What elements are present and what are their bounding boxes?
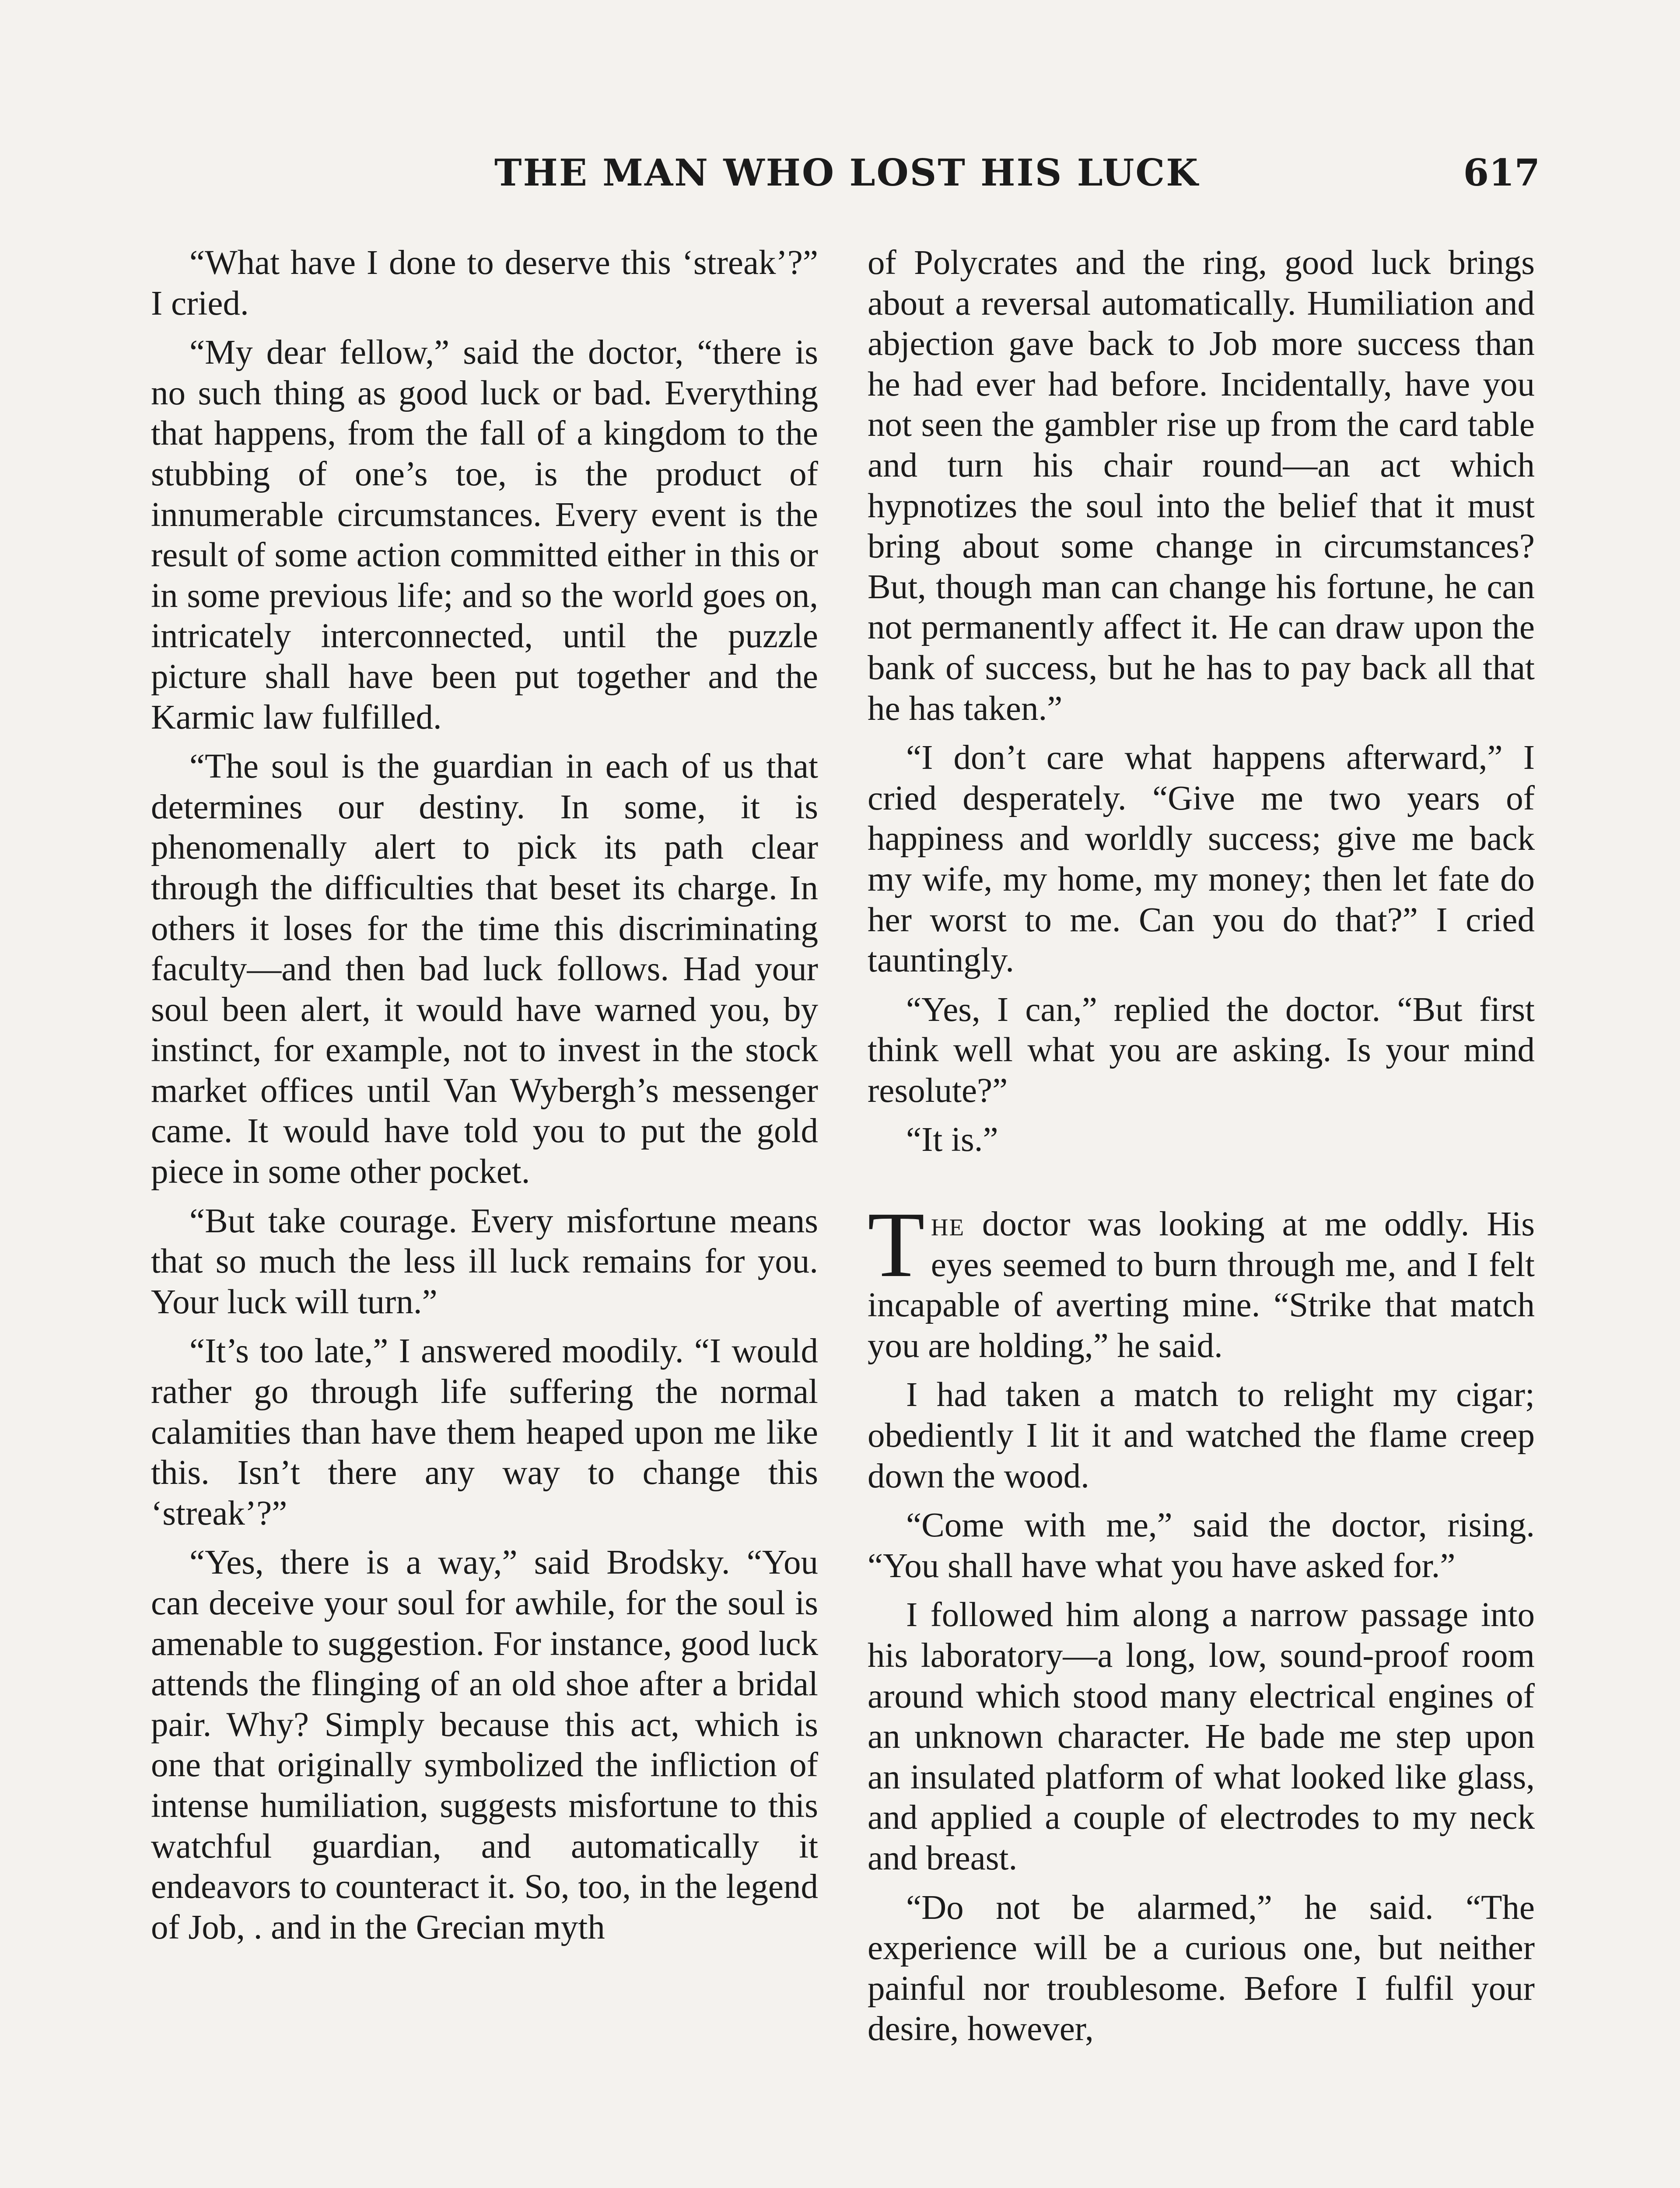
small-caps-lead: he xyxy=(931,1205,965,1244)
paragraph: “Come with me,” said the doctor, rising. “You shall have what you have asked for.” xyxy=(868,1506,1535,1585)
paragraph: “It is.” xyxy=(906,1121,998,1159)
paragraph: “I don’t care what happens afterward,” I cried desperately. “Give me two years of happiness and worldly success; give me back my wife, my home, my money; then let fate do her worst to me. Can you do that?” I cried tauntingly. xyxy=(868,739,1535,980)
drop-cap: T xyxy=(868,1193,925,1297)
paragraph: I had taken a match to relight my cigar; obediently I lit it and watched the flame creep down the wood. xyxy=(868,1376,1535,1495)
section-opening-paragraph xyxy=(868,1193,1535,1366)
paragraph: “The soul is the guardian in each of us that determines our destiny. In some, it is phenomenally alert to pick its path clear through the difficulties that beset its charge. In others it loses for the time this discriminating faculty—and then bad luck follows. Had your soul been alert, it would have warned you, by instinct, for example, not to invest in the stock market offices until Van Wybergh’s messenger came. It would have told you to put the gold piece in some other pocket. xyxy=(151,747,818,1191)
paragraph: I followed him along a narrow passage into his laboratory—a long, low, sound-proof room around which stood many electrical engines of an unknown character. He bade me step upon an insulated platform of what looked like glass, and applied a couple of electrodes to my neck and breast. xyxy=(868,1596,1535,1877)
right-column xyxy=(868,243,1535,2058)
paragraph: “But take courage. Every misfortune means that so much the less ill luck remains for you. Your luck will turn.” xyxy=(151,1202,818,1321)
running-title: THE MAN WHO LOST HIS LUCK xyxy=(494,151,1200,194)
running-header xyxy=(455,144,1540,201)
paragraph: “Yes, I can,” replied the doctor. “But first think well what you are asking. Is your mind resolute?” xyxy=(868,990,1535,1110)
left-column xyxy=(151,243,818,1957)
paragraph: “My dear fellow,” said the doctor, “there is no such thing as good luck or bad. Everything that happens, from the fall of a kingdom to the stubbing of one’s toe, is the product of innumerable circumstances. Every event is the result of some action committed either in this or in some previous life; and so the world goes on, intricately interconnected, until the puzzle picture shall have been put together and the Karmic law fulfilled. xyxy=(151,333,818,736)
paragraph: “Yes, there is a way,” said Brodsky. “You can deceive your soul for awhile, for the soul is amenable to suggestion. For instance, good luck attends the flinging of an old shoe after a bridal pair. Why? Simply because this act, which is one that originally symbolized the infliction of intense humiliation, suggests misfortune to this watchful guardian, and automatically it endeavors to counteract it. So, too, in the legend of Job, . and in the Grecian myth xyxy=(151,1543,818,1946)
continued-paragraph: of Polycrates and the ring, good luck brings about a reversal automatically. Humiliation and abjection gave back to Job more success than he had ever had before. Incidentally, have you not seen the gambler rise up from the card table and turn his chair round—an act which hypnotizes the soul into the belief that it must bring about some change in circumstances? But, though man can change his fortune, he can not permanently affect it. He can draw upon the bank of success, but he has to pay back all that he has taken.” xyxy=(868,244,1535,728)
paragraph: “What have I done to deserve this ‘streak’?” I cried. xyxy=(151,244,818,323)
paragraph: “Do not be alarmed,” he said. “The experience will be a curious one, but neither painful nor troublesome. Before I fulfil your desire, however, xyxy=(868,1888,1535,2048)
section-text: doctor was looking at me oddly. His eyes seemed to burn through me, and I felt incapable of averting mine. “Strike that match you are holding,” he said. xyxy=(868,1205,1535,1365)
paragraph: “It’s too late,” I answered moodily. “I would rather go through life suffering the normal calamities than have them heaped upon me like this. Isn’t there any way to change this ‘streak’?” xyxy=(151,1332,818,1532)
page-number: 617 xyxy=(1463,151,1540,194)
